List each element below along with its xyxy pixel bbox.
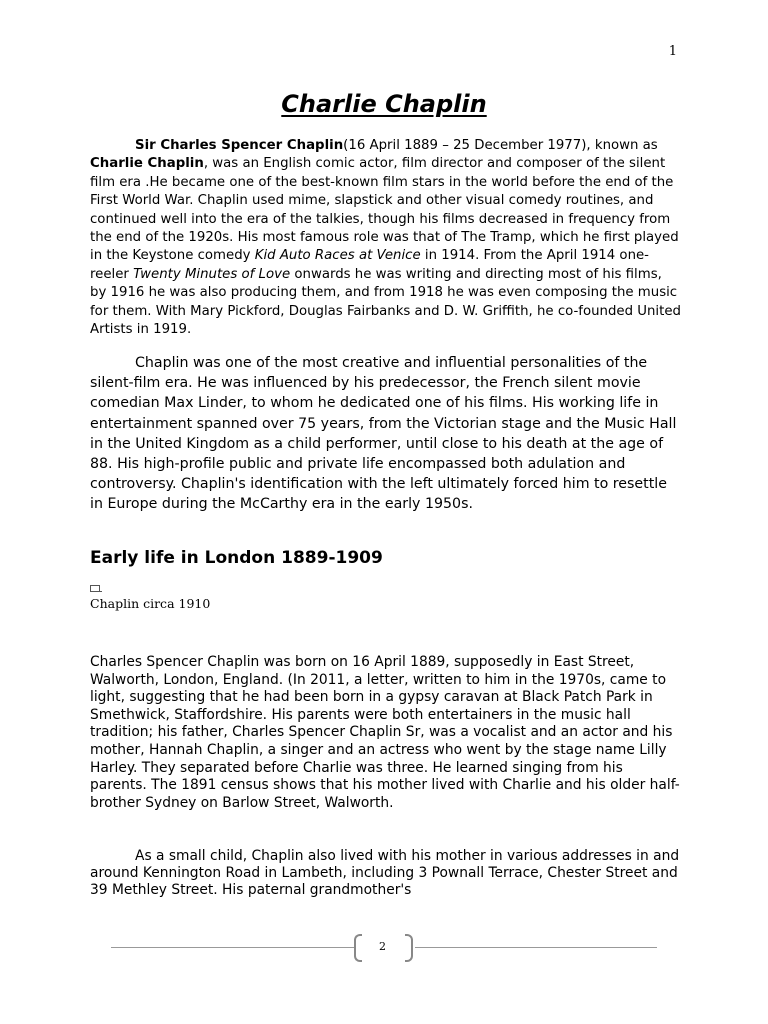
document-title: Charlie Chaplin (281, 90, 487, 118)
section-heading: Early life in London 1889-1909 (90, 548, 383, 568)
bold-full-name: Sir Charles Spencer Chaplin (135, 138, 344, 153)
text-segment: onwards he was writing and directing most of his films, by 1916 he was also producing them, and from 1918 he was even composing the music for them. With Mary Pickford, Douglas Fairbanks and D. W. Griffith, he co-founded United Artists in 1919. (90, 266, 681, 338)
bold-short-name: Charlie Chaplin (90, 156, 204, 172)
film-title-kid-auto-races: Kid Auto Races at Venice (254, 248, 421, 264)
film-title-twenty-minutes: Twenty Minutes of Love (133, 266, 291, 282)
footer-bracket-right (405, 934, 413, 962)
image-caption: Chaplin circa 1910 (90, 596, 211, 611)
header-page-number: 1 (668, 44, 677, 59)
footer-page-number: 2 (379, 940, 386, 953)
intro-paragraph (90, 137, 682, 339)
footer-rule-left (111, 947, 354, 948)
text-segment: (16 April 1889 – 25 December 1977), known as (343, 138, 658, 153)
text-segment: in 1914. From the April 1914 one-reeler (90, 248, 649, 282)
text-segment: , was an English comic actor, film director and composer of the silent film era .He became one of the best-known film stars in the world before the end of the First World War. Chaplin used mime, slapstick and other visual comedy routines, and continued well into the era of the talkies, though his films decreased in frequency from the end of the 1920s. His most famous role was that of The Tramp, which he first played in the Keystone comedy (90, 156, 679, 264)
birth-paragraph: Charles Spencer Chaplin was born on 16 April 1889, supposedly in East Street, Walworth, London, England. (In 2011, a letter, written to him in the 1970s, came to light, suggesting that he had been born in a gypsy caravan at Black Patch Park in Smethwick, Staffordshire. His parents were both entertainers in the music hall tradition; his father, Charles Spencer Chaplin Sr, was a vocalist and an actor and his mother, Hannah Chaplin, a singer and an actress who went by the stage name Lilly Harley. They separated before Charlie was three. He learned singing from his parents. The 1891 census shows that his mother lived with Charlie and his older half-brother Sydney on Barlow Street, Walworth. (90, 654, 680, 811)
career-paragraph: Chaplin was one of the most creative and influential personalities of the silent-film era. He was influenced by his predecessor, the French silent movie comedian Max Linder, to whom he dedicated one of his films. His working life in entertainment spanned over 75 years, from the Victorian stage and the Music Hall in the United Kingdom as a child performer, until close to his death at the age of 88. His high-profile public and private life encompassed both adulation and controversy. Chaplin's identification with the left ultimately forced him to resettle in Europe during the McCarthy era in the early 1950s. (90, 355, 677, 513)
childhood-paragraph: As a small child, Chaplin also lived with his mother in various addresses in and around Kennington Road in Lambeth, including 3 Pownall Terrace, Chester Street and 39 Methley Street. His paternal grandmother's (90, 848, 680, 899)
footer-rule-right (415, 947, 657, 948)
broken-image-icon (90, 585, 102, 593)
